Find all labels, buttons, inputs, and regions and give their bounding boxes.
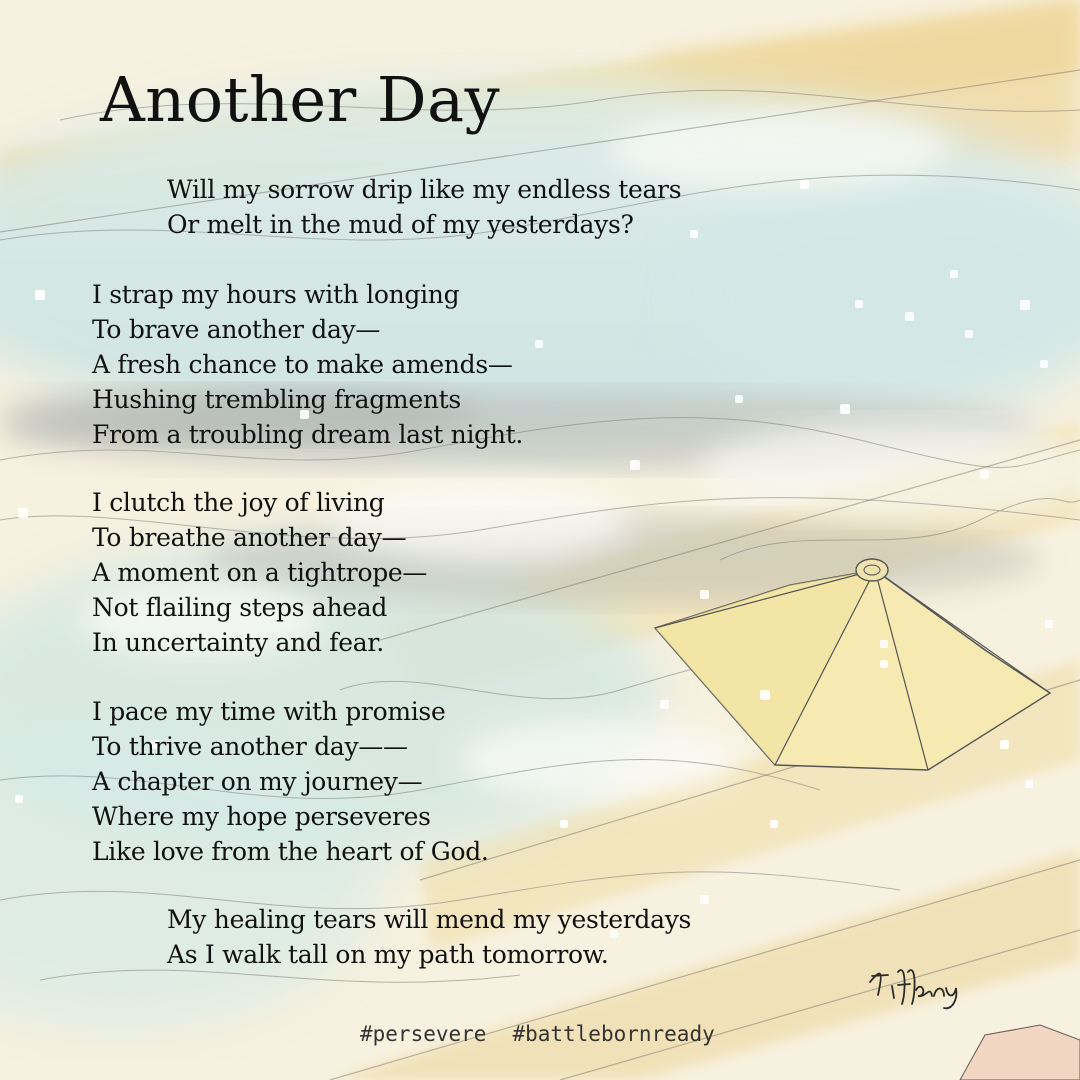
poem-line: Where my hope perseveres bbox=[92, 802, 431, 831]
poem-line: To thrive another day—— bbox=[92, 732, 408, 761]
poem-line: In uncertainty and fear. bbox=[92, 628, 384, 657]
poem-line: Not flailing steps ahead bbox=[92, 593, 388, 622]
poem-line: A fresh chance to make amends— bbox=[92, 350, 513, 379]
poem-line: I pace my time with promise bbox=[92, 697, 446, 726]
poem-line: As I walk tall on my path tomorrow. bbox=[167, 940, 609, 969]
poem-line: Or melt in the mud of my yesterdays? bbox=[167, 210, 634, 239]
poem-line: Like love from the heart of God. bbox=[92, 837, 489, 866]
poem-line: Hushing trembling fragments bbox=[92, 385, 461, 414]
poem-line: I clutch the joy of living bbox=[92, 488, 385, 517]
hashtag[interactable]: #persevere bbox=[360, 1022, 487, 1046]
poem-line: To brave another day— bbox=[92, 315, 381, 344]
poem-line: I strap my hours with longing bbox=[92, 280, 460, 309]
poem-title: Another Day bbox=[100, 63, 501, 136]
poem-line: From a troubling dream last night. bbox=[92, 420, 524, 449]
poem-line: A moment on a tightrope— bbox=[92, 558, 428, 587]
poem-line: To breathe another day— bbox=[92, 523, 407, 552]
hashtag[interactable]: #battlebornready bbox=[512, 1022, 715, 1046]
poem-line: My healing tears will mend my yesterdays bbox=[167, 905, 692, 934]
poem-line: Will my sorrow drip like my endless tears bbox=[167, 175, 682, 204]
hashtags bbox=[360, 1022, 715, 1046]
poem-line: A chapter on my journey— bbox=[92, 767, 423, 796]
